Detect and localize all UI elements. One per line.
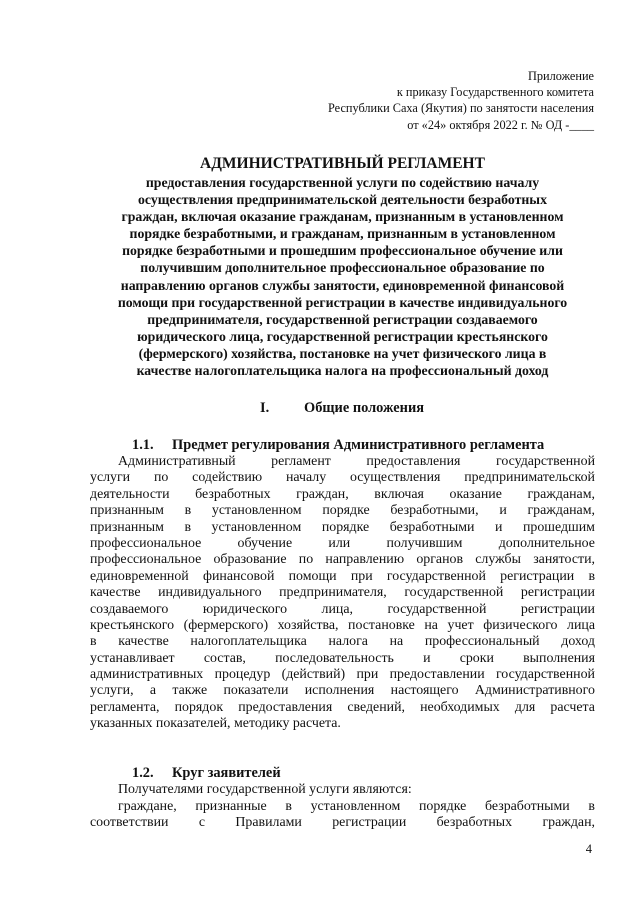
- paragraph-line: административных процедур (действий) при предоставлении государственной: [90, 667, 595, 683]
- paragraph: [90, 782, 595, 798]
- subsection-number: 1.2.: [132, 765, 154, 781]
- paragraph-line: Административный регламент предоставления государственной: [118, 454, 595, 469]
- paragraph-line: граждане, признанные в установленном порядке безработными в: [118, 799, 595, 814]
- paragraph-line: качестве индивидуального предпринимателя, государственной регистрации: [90, 585, 595, 601]
- subtitle-line: качестве налогоплательщика налога на профессиональный доход: [136, 363, 549, 379]
- paragraph-line: в качестве налогоплательщика налога на профессиональный доход: [90, 634, 595, 650]
- paragraph-line: Получателями государственной услуги являются:: [118, 782, 412, 797]
- paragraph: [90, 454, 595, 733]
- subtitle-line: (фермерского) хозяйства, постановке на учет физического лица в: [138, 345, 547, 361]
- annex-line: Приложение: [528, 69, 594, 83]
- annex-line: к приказу Государственного комитета: [396, 85, 594, 100]
- subtitle-line: граждан, включая оказание гражданам, признанным в установленном: [121, 209, 564, 225]
- document-title: АДМИНИСТРАТИВНЫЙ РЕГЛАМЕНТ: [200, 155, 485, 172]
- subtitle-line: помощи при государственной регистрации в качестве индивидуального: [117, 294, 568, 310]
- paragraph-line: устанавливает состав, последовательность и сроки выполнения: [90, 650, 595, 666]
- paragraph-line: признанным в установленном порядке безработными и прошедшим: [90, 519, 595, 535]
- section-title: Общие положения: [304, 400, 425, 416]
- subtitle-line: порядке безработными, и гражданам, признанным в установленном: [129, 226, 556, 242]
- paragraph-line: услуги по содействию началу осуществления предпринимательской: [90, 470, 595, 486]
- paragraph-line: услуги, а также показатели исполнения настоящего Административного: [90, 683, 595, 699]
- subsection-heading: [132, 437, 544, 454]
- subtitle-line: осуществления предпринимательской деятельности безработных: [138, 192, 547, 208]
- paragraph-line: профессиональное образование по направлению органов службы занятости,: [90, 552, 595, 568]
- paragraph-line: единовременной финансовой помощи при государственной регистрации в: [90, 568, 595, 584]
- paragraph-line: указанных показателей, методику расчета.: [90, 716, 341, 732]
- subtitle-line: предпринимателя, государственной регистрации создаваемого: [147, 311, 538, 327]
- subsection-title: Предмет регулирования Административного регламента: [172, 437, 545, 453]
- section-heading: [260, 400, 424, 417]
- paragraph-line: создаваемого юридического лица, государственной регистрации: [90, 601, 595, 617]
- paragraph: [90, 799, 595, 832]
- paragraph-line: соответствии с Правилами регистрации безработных граждан,: [90, 815, 595, 831]
- page-number: 4: [585, 842, 592, 856]
- paragraph-line: крестьянского (фермерского) хозяйства, постановке на учет физического лица: [90, 617, 595, 633]
- annex-header: [328, 68, 594, 133]
- subsection-number: 1.1.: [132, 437, 154, 453]
- subsection-title: Круг заявителей: [172, 765, 281, 781]
- subtitle-line: юридического лица, государственной регистрации крестьянского: [137, 328, 548, 344]
- section-number: I.: [260, 400, 270, 416]
- subtitle-line: предоставления государственной услуги по содействию началу: [145, 175, 540, 190]
- paragraph-line: профессиональное обучение или получившим дополнительное: [90, 535, 595, 551]
- subtitle-line: получившим дополнительное профессиональное образование по: [140, 260, 545, 276]
- annex-line: от «24» октября 2022 г. № ОД -____: [407, 117, 594, 132]
- paragraph-line: регламента, порядок предоставления сведений, необходимых для расчета: [90, 699, 595, 715]
- subtitle-line: направлению органов службы занятости, единовременной финансовой: [120, 277, 565, 293]
- paragraph-line: деятельности безработных граждан, включая оказание гражданам,: [90, 486, 595, 502]
- paragraph-line: признанным в установленном порядке безработными, и гражданам,: [90, 503, 595, 519]
- annex-line: Республики Саха (Якутия) по занятости населения: [328, 101, 594, 116]
- subtitle-line: порядке безработными и прошедшим профессиональное обучение или: [122, 243, 563, 259]
- subsection-heading: [132, 765, 281, 782]
- document-subtitle: [90, 174, 595, 379]
